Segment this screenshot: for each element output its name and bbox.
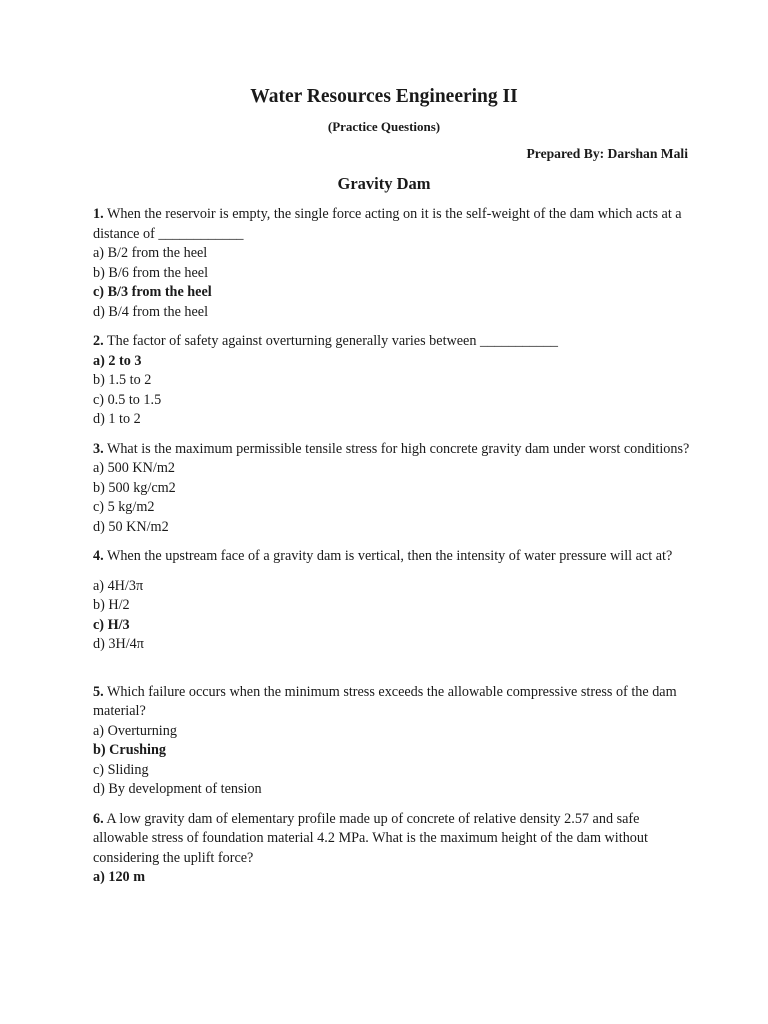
question-stem (93, 683, 693, 722)
answer-option: c) Sliding (93, 761, 149, 778)
section-title: Gravity Dam (337, 174, 431, 193)
answer-option: b) B/6 from the heel (93, 264, 209, 281)
answer-option: a) 4H/3π (93, 577, 144, 594)
question-1 (93, 205, 693, 322)
answer-option: c) 5 kg/m2 (93, 499, 155, 515)
question-number: 1. (93, 206, 104, 222)
answer-option: b) 500 kg/cm2 (93, 479, 176, 496)
correct-answer-option: c) B/3 from the heel (93, 284, 212, 300)
answer-option: a) Overturning (93, 722, 177, 739)
document-subtitle: (Practice Questions) (327, 119, 441, 134)
question-text: Which failure occurs when the minimum stress exceeds the allowable compressive stress of the dam material? (93, 683, 677, 719)
answer-option: a) 500 KN/m2 (93, 460, 175, 476)
correct-answer-option: b) Crushing (93, 742, 166, 758)
answer-option: a) B/2 from the heel (93, 245, 208, 261)
question-number: 4. (93, 548, 104, 564)
author-line: Prepared By: Darshan Mali (526, 146, 688, 161)
question-number: 3. (93, 440, 104, 457)
answer-option: c) 0.5 to 1.5 (93, 391, 162, 408)
question-6 (93, 810, 693, 888)
correct-answer-option: a) 120 m (93, 869, 146, 885)
question-stem (93, 440, 693, 460)
question-text: When the upstream face of a gravity dam is vertical, then the intensity of water pressure will act at? (106, 548, 673, 564)
question-4 (93, 547, 693, 655)
question-text: A low gravity dam of elementary profile made up of concrete of relative density 2.57 and safe allowable stress of foundation material 4.2 MPa. What is the maximum height of the dam without considering the uplift force? (93, 810, 648, 866)
question-list (93, 205, 693, 898)
answer-option: d) B/4 from the heel (93, 303, 209, 320)
question-stem (93, 547, 693, 567)
question-text: What is the maximum permissible tensile stress for high concrete gravity dam under worst conditions? (106, 440, 690, 457)
question-text: The factor of safety against overturning generally varies between ___________ (106, 333, 559, 349)
question-number: 2. (93, 333, 104, 349)
answer-option: b) H/2 (93, 597, 130, 613)
answer-option: b) 1.5 to 2 (93, 372, 152, 388)
question-stem (93, 810, 693, 869)
question-2 (93, 332, 693, 430)
question-number: 5. (93, 683, 104, 700)
answer-option: d) By development of tension (93, 781, 262, 797)
question-3 (93, 440, 693, 538)
question-stem (93, 332, 693, 352)
question-5 (93, 683, 693, 800)
question-text: When the reservoir is empty, the single force acting on it is the self-weight of the dam which acts at a distance of ____________ (93, 206, 682, 242)
correct-answer-option: c) H/3 (93, 616, 130, 633)
question-stem (93, 205, 693, 244)
answer-option: d) 1 to 2 (93, 411, 141, 427)
answer-option: d) 50 KN/m2 (93, 518, 169, 535)
question-number: 6. (93, 810, 104, 827)
answer-option: d) 3H/4π (93, 636, 144, 652)
correct-answer-option: a) 2 to 3 (93, 352, 142, 369)
document-title: Water Resources Engineering II (250, 86, 518, 107)
